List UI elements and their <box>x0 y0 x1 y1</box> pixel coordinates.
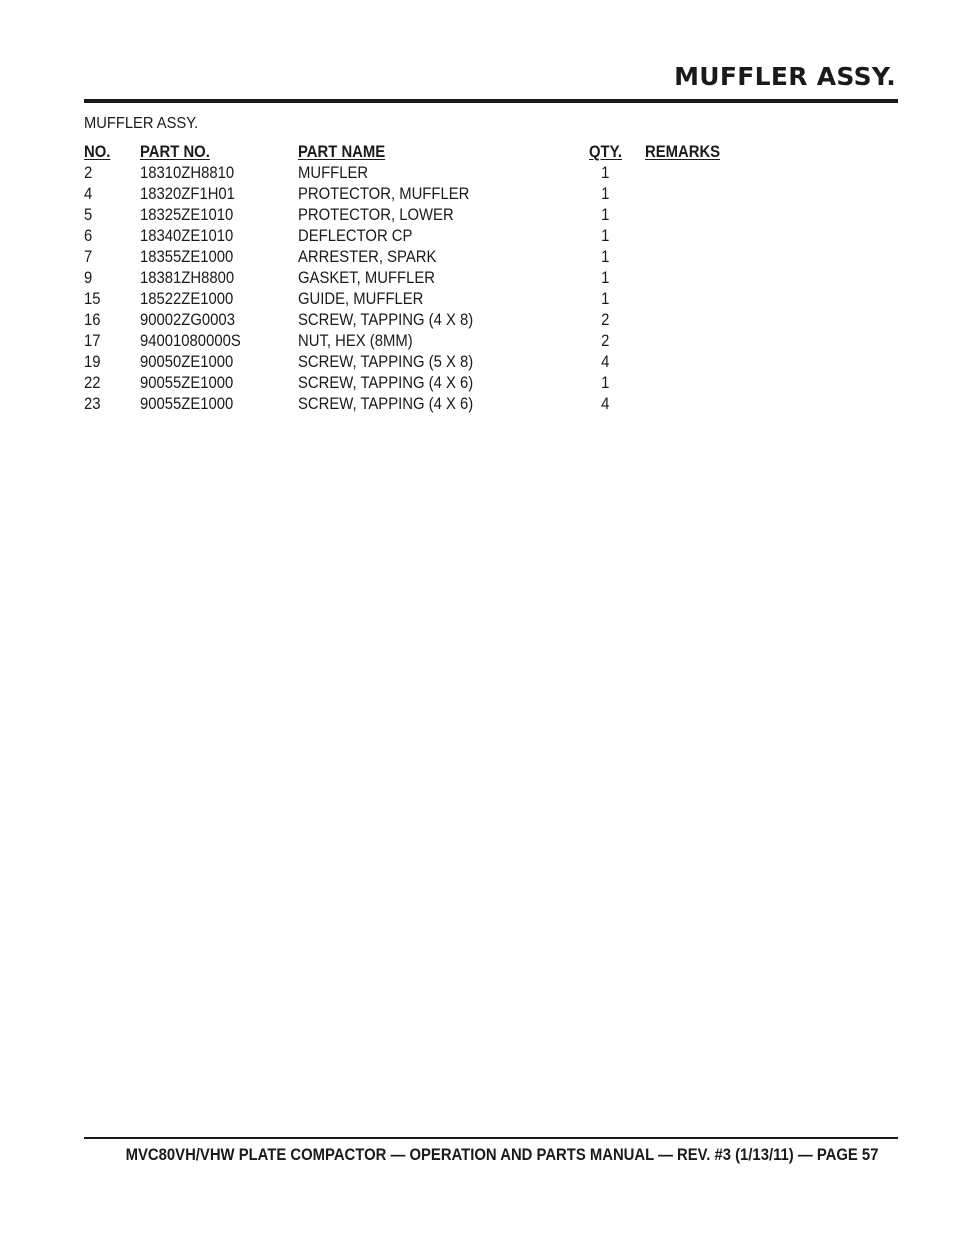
cell-part-name: PROTECTOR, MUFFLER <box>298 185 470 203</box>
cell-part-no: 94001080000S <box>140 332 241 350</box>
cell-part-no: 90002ZG0003 <box>140 311 235 329</box>
header-divider <box>84 99 898 103</box>
cell-part-name: PROTECTOR, LOWER <box>298 206 454 224</box>
cell-part-name: SCREW, TAPPING (4 X 6) <box>298 374 474 392</box>
cell-no: 17 <box>84 332 101 350</box>
cell-part-no: 18320ZF1H01 <box>140 185 235 203</box>
cell-part-name: SCREW, TAPPING (5 X 8) <box>298 353 474 371</box>
cell-part-no: 18325ZE1010 <box>140 206 234 224</box>
table-row <box>84 226 784 247</box>
table-row <box>84 394 784 415</box>
cell-no: 7 <box>84 248 93 266</box>
parts-table <box>84 141 784 415</box>
table-header-row <box>84 141 784 163</box>
cell-no: 19 <box>84 353 101 371</box>
cell-qty: 2 <box>601 332 610 350</box>
cell-no: 16 <box>84 311 101 329</box>
table-row <box>84 373 784 394</box>
cell-no: 4 <box>84 185 93 203</box>
cell-qty: 4 <box>601 353 610 371</box>
cell-qty: 1 <box>601 185 610 203</box>
cell-no: 23 <box>84 395 101 413</box>
section-label: MUFFLER ASSY. <box>84 115 199 132</box>
cell-qty: 1 <box>601 290 610 308</box>
column-header-part-name: PART NAME <box>298 143 386 161</box>
table-row <box>84 247 784 268</box>
cell-no: 22 <box>84 374 101 392</box>
cell-qty: 1 <box>601 269 610 287</box>
cell-no: 15 <box>84 290 101 308</box>
cell-qty: 1 <box>601 164 610 182</box>
cell-qty: 4 <box>601 395 610 413</box>
cell-no: 2 <box>84 164 93 182</box>
page-footer: MVC80VH/VHW PLATE COMPACTOR — OPERATION AND PARTS MANUAL — REV. #3 (1/13/11) — PAGE 57 <box>125 1146 878 1164</box>
cell-part-no: 18522ZE1000 <box>140 290 234 308</box>
cell-qty: 1 <box>601 248 610 266</box>
cell-part-no: 90050ZE1000 <box>140 353 234 371</box>
cell-part-name: GASKET, MUFFLER <box>298 269 435 287</box>
column-header-remarks: REMARKS <box>645 143 721 161</box>
cell-qty: 1 <box>601 374 610 392</box>
footer-divider <box>84 1137 898 1139</box>
cell-part-no: 18381ZH8800 <box>140 269 235 287</box>
cell-part-name: GUIDE, MUFFLER <box>298 290 424 308</box>
table-row <box>84 331 784 352</box>
cell-part-no: 90055ZE1000 <box>140 395 234 413</box>
cell-part-no: 18355ZE1000 <box>140 248 234 266</box>
cell-part-name: SCREW, TAPPING (4 X 6) <box>298 395 474 413</box>
table-row <box>84 205 784 226</box>
table-body <box>84 163 784 415</box>
table-row <box>84 163 784 184</box>
column-header-qty: QTY. <box>589 143 623 161</box>
cell-part-name: MUFFLER <box>298 164 369 182</box>
cell-part-name: DEFLECTOR CP <box>298 227 413 245</box>
column-header-part-no: PART NO. <box>140 143 210 161</box>
cell-qty: 1 <box>601 227 610 245</box>
cell-part-no: 18310ZH8810 <box>140 164 235 182</box>
cell-no: 9 <box>84 269 93 287</box>
table-row <box>84 352 784 373</box>
table-row <box>84 268 784 289</box>
table-row <box>84 184 784 205</box>
cell-no: 6 <box>84 227 93 245</box>
cell-no: 5 <box>84 206 93 224</box>
page-title: MUFFLER ASSY. <box>674 62 896 91</box>
cell-part-no: 90055ZE1000 <box>140 374 234 392</box>
cell-part-name: NUT, HEX (8MM) <box>298 332 413 350</box>
cell-part-no: 18340ZE1010 <box>140 227 234 245</box>
cell-qty: 1 <box>601 206 610 224</box>
cell-part-name: ARRESTER, SPARK <box>298 248 437 266</box>
table-row <box>84 310 784 331</box>
column-header-no: NO. <box>84 143 111 161</box>
table-row <box>84 289 784 310</box>
cell-qty: 2 <box>601 311 610 329</box>
cell-part-name: SCREW, TAPPING (4 X 8) <box>298 311 474 329</box>
